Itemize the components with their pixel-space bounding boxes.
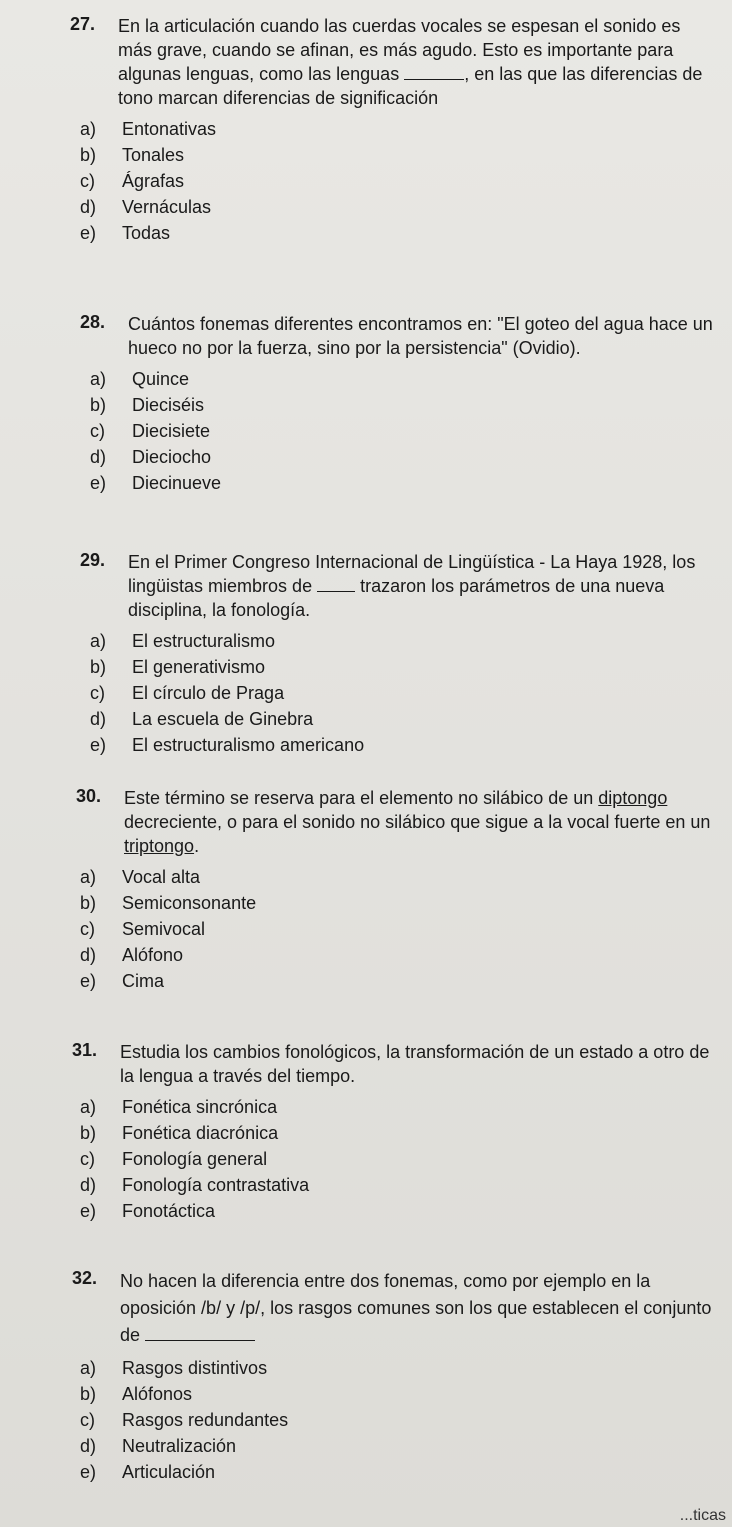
question-text-after: , en las que las diferencias de tono marcan diferencias de significación [118,64,703,108]
question-number: 28. [80,312,106,332]
options-list [80,116,708,246]
underlined-term: triptongo [124,836,195,856]
options-list [90,366,713,496]
question-text: Cuántos fonemas diferentes encontramos en: "El goteo del agua hace un hueco no por la fuerza, sino por la persistencia" (Ovidio). [128,314,713,358]
question-text: En el Primer Congreso Internacional de Lingüística - La Haya 1928, los lingüistas miembros de trazaron los parámetros de una nueva disciplina, la fonología. [128,552,696,620]
option-b: b) Semiconsonante [80,893,257,913]
option-c: c) Ágrafas [80,171,185,191]
option-b: b) Dieciséis [90,395,205,415]
option-d: d) Fonología contrastativa [80,1175,310,1195]
question-text: Este término se reserva para el elemento no silábico de un diptongo decreciente, o para el sonido no silábico que sigue a la vocal fuerte en un triptongo. [124,788,711,856]
question-number: 29. [80,550,106,570]
question-number: 31. [72,1040,98,1060]
options-list [80,1355,716,1485]
option-c: c) Rasgos redundantes [80,1410,289,1430]
option-a: a) Quince [90,369,190,389]
option-b: b) Fonética diacrónica [80,1123,279,1143]
option-b: b) Tonales [80,145,185,165]
question-text [118,14,708,110]
option-c: c) Fonología general [80,1149,268,1169]
underlined-term: diptongo [598,788,668,808]
question-number: 27. [70,14,96,34]
question-31 [72,1040,715,1224]
option-a: a) Rasgos distintivos [80,1358,268,1378]
option-a: a) El estructuralismo [90,631,276,651]
answer-blank [404,65,464,80]
option-d: d) Neutralización [80,1436,237,1456]
option-b: b) El generativismo [90,657,266,677]
question-text: Estudia los cambios fonológicos, la transformación de un estado a otro de la lengua a través del tiempo. [120,1042,710,1086]
option-c: c) Diecisiete [90,421,211,441]
question-27 [70,14,708,246]
question-32 [72,1268,716,1485]
answer-blank [317,577,355,592]
options-list [80,864,716,994]
question-number: 30. [76,786,102,806]
option-e: e) Articulación [80,1462,216,1482]
option-d: d) Dieciocho [90,447,212,467]
question-number: 32. [72,1268,98,1288]
question-29 [80,550,718,758]
option-a: a) Entonativas [80,119,217,139]
option-d: d) Alófono [80,945,184,965]
option-e: e) Todas [80,223,171,243]
option-d: d) La escuela de Ginebra [90,709,314,729]
cut-off-text: ...ticas [679,1507,726,1524]
option-b: b) Alófonos [80,1384,193,1404]
question-30 [76,786,716,994]
options-list [80,1094,715,1224]
option-e: e) Diecinueve [90,473,222,493]
option-e: e) Cima [80,971,165,991]
options-list [90,628,718,758]
option-d: d) Vernáculas [80,197,212,217]
question-text: No hacen la diferencia entre dos fonemas, como por ejemplo en la oposición /b/ y /p/, los rasgos comunes son los que establecen el conjunto de [120,1271,712,1345]
question-28 [80,312,713,496]
option-c: c) Semivocal [80,919,206,939]
option-e: e) Fonotáctica [80,1201,216,1221]
option-c: c) El círculo de Praga [90,683,285,703]
option-a: a) Vocal alta [80,867,201,887]
option-a: a) Fonética sincrónica [80,1097,278,1117]
answer-blank [145,1326,255,1341]
question-text-before: En la articulación cuando las cuerdas vocales se espesan el sonido es más grave, cuando se afinan, es más agudo. Esto es importante para algunas lenguas, como las lenguas [118,16,681,84]
option-e: e) El estructuralismo americano [90,735,365,755]
